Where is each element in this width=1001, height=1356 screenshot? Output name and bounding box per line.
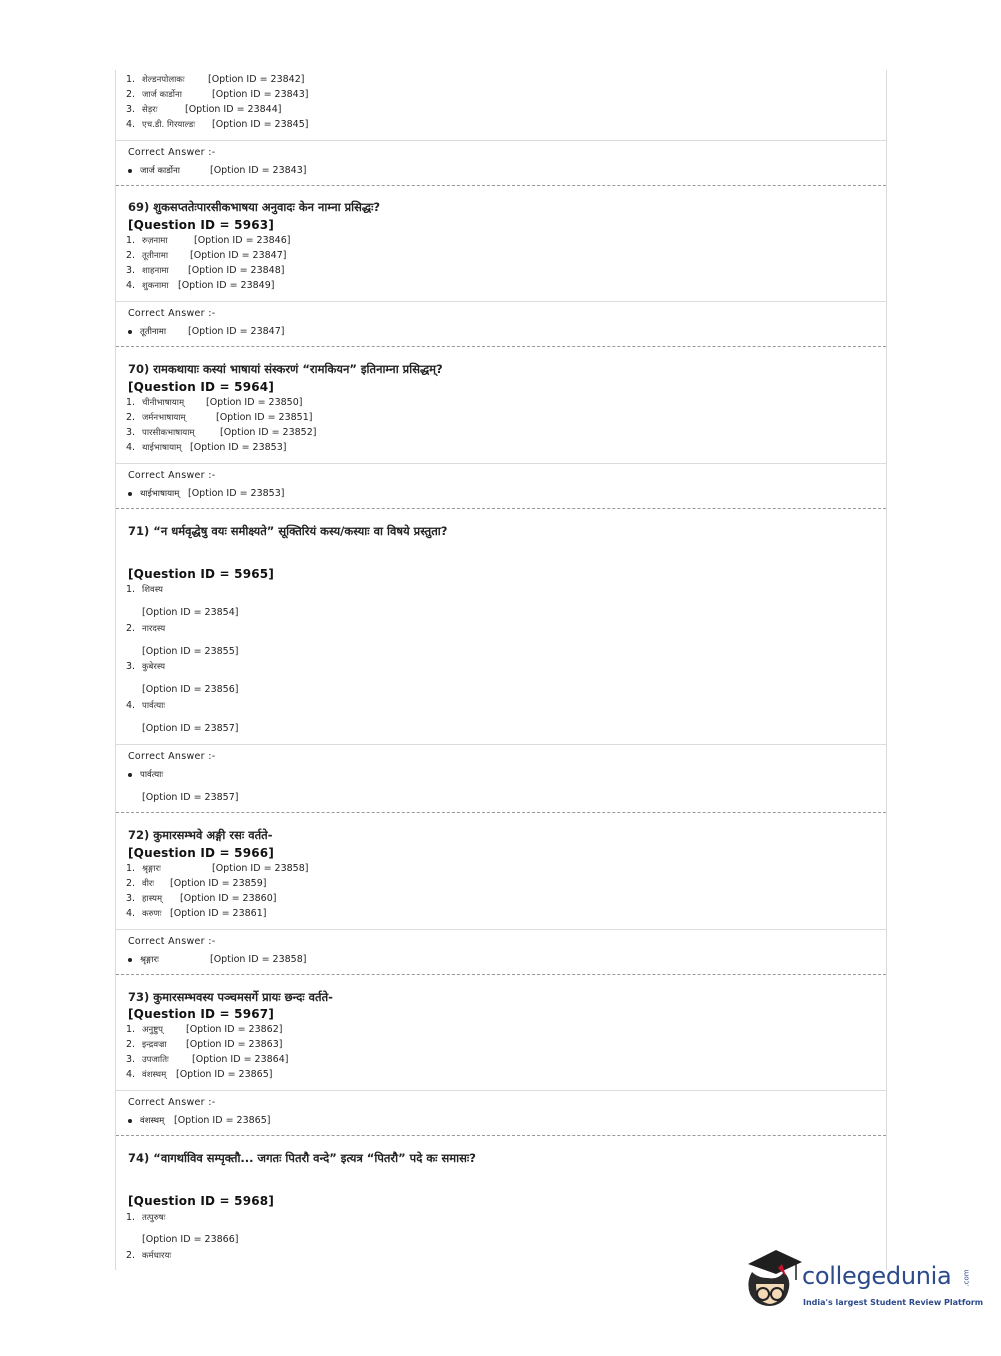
bullet-icon: [128, 492, 132, 496]
option-row: 2. कर्मधारयः: [126, 1250, 172, 1261]
question-id: [Question ID = 5965]: [128, 567, 275, 581]
option-row: 4. थाईभाषायाम् [Option ID = 23853]: [126, 442, 287, 453]
correct-answer-label: Correct Answer :-: [128, 936, 216, 947]
option-row: 4. शुकनामा [Option ID = 23849]: [126, 280, 275, 291]
option-row: 3. शाहनामा [Option ID = 23848]: [126, 265, 285, 276]
question-text: 70) रामकथायाः कस्यां भाषायां संस्करणं “रामकियन” इतिनाम्ना प्रसिद्धम्?: [128, 362, 443, 376]
correct-answer-label: Correct Answer :-: [128, 470, 216, 481]
question-text: 71) “न धर्मवृद्धेषु वयः समीक्ष्यते” सूक्तिरियं कस्य/कस्याः वा विषये प्रस्तुता?: [128, 524, 448, 538]
option-row: 2. तूतीनामा [Option ID = 23847]: [126, 250, 287, 261]
option-id: [Option ID = 23855]: [142, 646, 239, 657]
divider: [116, 744, 886, 745]
option-row: 3. उपजातिः [Option ID = 23864]: [126, 1054, 289, 1065]
bullet-icon: [128, 1119, 132, 1123]
correct-answer-label: Correct Answer :-: [128, 1097, 216, 1108]
correct-answer: वंशस्थम् [Option ID = 23865]: [128, 1115, 270, 1126]
correct-answer: श्रृङ्गारः [Option ID = 23858]: [128, 954, 306, 965]
correct-answer: थाईभाषायाम् [Option ID = 23853]: [128, 488, 284, 499]
divider: [116, 463, 886, 464]
collegedunia-logo: [742, 1250, 982, 1320]
option-row: 4. पार्वत्याः: [126, 700, 166, 711]
option-row: 1. शिवस्य: [126, 584, 163, 595]
bullet-icon: [128, 330, 132, 334]
correct-option-id: [Option ID = 23857]: [142, 792, 239, 803]
question-id: [Question ID = 5968]: [128, 1194, 275, 1208]
option-row: 2. जर्मनभाषायाम् [Option ID = 23851]: [126, 412, 313, 423]
option-row: 2. इन्द्रवज्रा [Option ID = 23863]: [126, 1039, 283, 1050]
option-row: 2. जार्ज कार्डोना [Option ID = 23843]: [126, 89, 309, 100]
question-divider: [116, 974, 886, 975]
mascot-icon: [742, 1250, 804, 1316]
divider: [116, 929, 886, 930]
option-row: 3. पारसीकभाषायाम् [Option ID = 23852]: [126, 427, 317, 438]
question-text: 72) कुमारसम्भवे अङ्गी रसः वर्तते-: [128, 828, 273, 842]
option-row: 4. करुणः [Option ID = 23861]: [126, 908, 267, 919]
option-row: 1. चीनीभाषायाम् [Option ID = 23850]: [126, 397, 303, 408]
question-text: 74) “वागर्थाविव सम्पृक्तौ... जगतः पितरौ वन्दे” इत्यत्र “पितरौ” पदे कः समासः?: [128, 1151, 476, 1165]
logo-tagline: India's largest Student Review Platform: [803, 1298, 984, 1307]
question-divider: [116, 346, 886, 347]
question-id: [Question ID = 5966]: [128, 846, 275, 860]
logo-domain: .com: [962, 1269, 971, 1287]
correct-answer-label: Correct Answer :-: [128, 751, 216, 762]
option-row: 1. रुज़नामा [Option ID = 23846]: [126, 235, 291, 246]
question-paper-frame: [115, 70, 887, 1270]
correct-answer: तूतीनामा [Option ID = 23847]: [128, 326, 284, 337]
question-id: [Question ID = 5967]: [128, 1007, 275, 1021]
option-row: 3. हास्यम् [Option ID = 23860]: [126, 893, 277, 904]
bullet-icon: [128, 169, 132, 173]
bullet-icon: [128, 773, 132, 777]
question-id: [Question ID = 5963]: [128, 218, 275, 232]
option-id: [Option ID = 23854]: [142, 607, 239, 618]
question-divider: [116, 812, 886, 813]
option-row: 3. सेड़रः [Option ID = 23844]: [126, 104, 282, 115]
option-row: 4. वंशस्थम् [Option ID = 23865]: [126, 1069, 273, 1080]
correct-answer: पार्वत्याः: [128, 769, 163, 780]
correct-answer-label: Correct Answer :-: [128, 308, 216, 319]
option-id: [Option ID = 23866]: [142, 1234, 239, 1245]
option-row: 4. एच.डी. गिरयाल्डः [Option ID = 23845]: [126, 119, 309, 130]
divider: [116, 1090, 886, 1091]
option-row: 2. वीरः [Option ID = 23859]: [126, 878, 267, 889]
option-row: 1. शेल्डनपोलाकः [Option ID = 23842]: [126, 74, 305, 85]
option-row: 1. तत्पुरुषः: [126, 1212, 166, 1223]
correct-answer: जार्ज कार्डोना [Option ID = 23843]: [128, 165, 306, 176]
option-id: [Option ID = 23857]: [142, 723, 239, 734]
option-row: 1. श्रृङ्गारः [Option ID = 23858]: [126, 863, 309, 874]
option-id: [Option ID = 23856]: [142, 684, 239, 695]
question-text: 69) शुकसप्ततेःपारसीकभाषया अनुवादः केन नाम्ना प्रसिद्धः?: [128, 200, 381, 214]
option-row: 1. अनुष्टुप् [Option ID = 23862]: [126, 1024, 283, 1035]
question-divider: [116, 1135, 886, 1136]
divider: [116, 140, 886, 141]
bullet-icon: [128, 958, 132, 962]
correct-answer-label: Correct Answer :-: [128, 147, 216, 158]
question-divider: [116, 185, 886, 186]
question-divider: [116, 508, 886, 509]
divider: [116, 301, 886, 302]
option-row: 2. नारदस्य: [126, 623, 166, 634]
logo-wordmark: collegedunia: [802, 1262, 952, 1290]
question-text: 73) कुमारसम्भवस्य पञ्चमसर्गे प्रायः छन्दः वर्तते-: [128, 990, 333, 1004]
option-row: 3. कुबेरस्य: [126, 661, 166, 672]
question-id: [Question ID = 5964]: [128, 380, 275, 394]
